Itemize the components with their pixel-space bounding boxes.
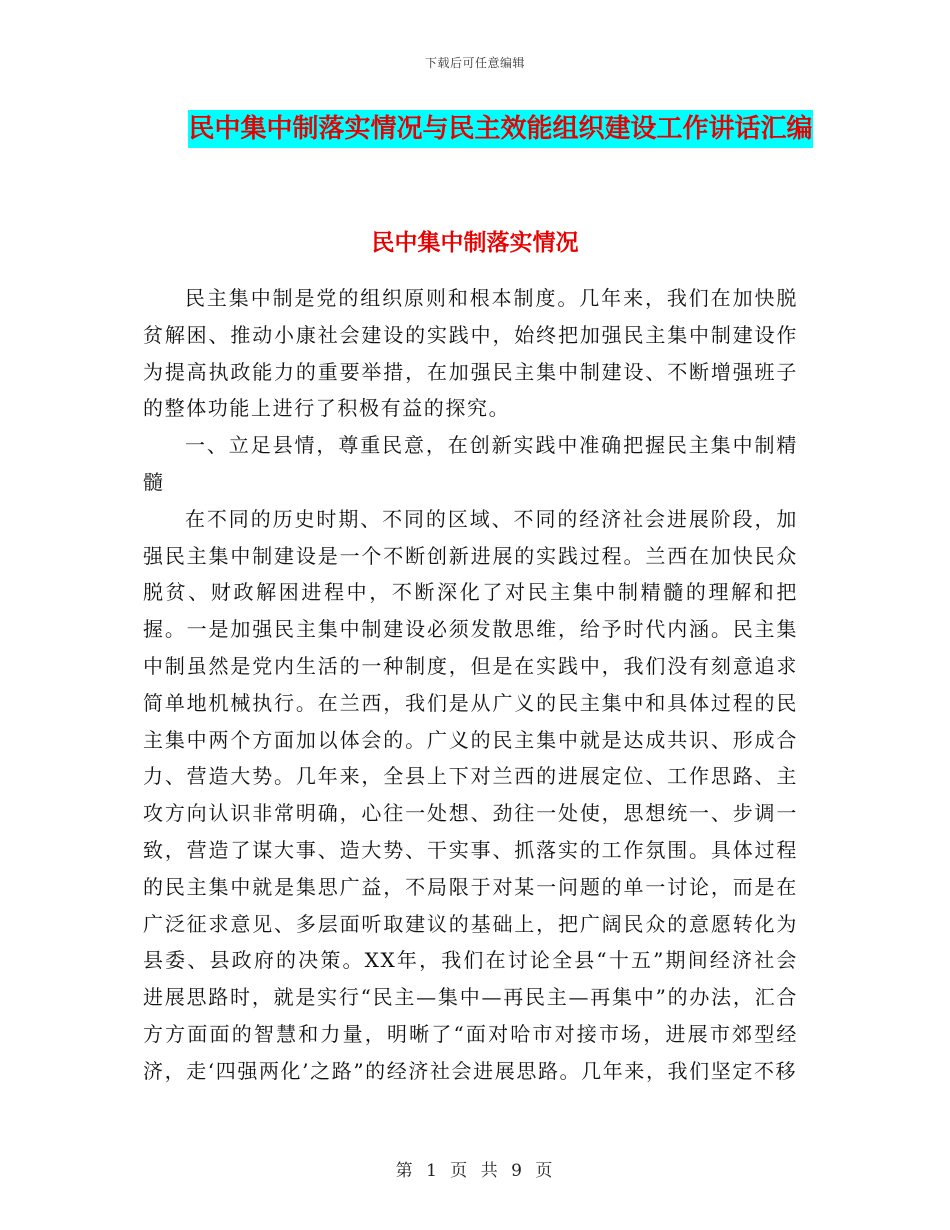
paragraph-heading-one: 一、立足县情，尊重民意，在创新实践中准确把握民主集中制精髓 — [143, 433, 798, 494]
page-number-footer: 第 1 页 共 9 页 — [395, 1161, 555, 1181]
document-title-text: 民中集中制落实情况与民主效能组织建设工作讲话汇编 — [188, 110, 812, 148]
document-title — [188, 104, 813, 154]
page-header-note: 下载后可任意编辑 — [424, 56, 525, 70]
document-body — [143, 280, 798, 1090]
paragraph-main: 在不同的历史时期、不同的区域、不同的经济社会进展阶段，加强民主集中制建设是一个不断创新进展的实践过程。兰西在加快民众脱贫、财政解困进程中，不断深化了对民主集中制精髓的理解和把握。一是加强民主集中制建设必须发散思维，给予时代内涵。民主集中制虽然是党内生活的一种制度，但是在实践中，我们没有刻意追求简单地机械执行。在兰西，我们是从广义的民主集中和具体过程的民主集中两个方面加以体会的。广义的民主集中就是达成共识、形成合力、营造大势。几年来，全县上下对兰西的进展定位、工作思路、主攻方向认识非常明确，心往一处想、劲往一处使，思想统一、步调一致，营造了谋大事、造大势、干实事、抓落实的工作氛围。具体过程的民主集中就是集思广益，不局限于对某一问题的单一讨论，而是在广泛征求意见、多层面听取建议的基础上，把广阔民众的意愿转化为县委、县政府的决策。XX年，我们在讨论全县“十五”期间经济社会进展思路时，就是实行“民主—集中—再民主—再集中”的办法，汇合方方面面的智慧和力量，明晰了“面对哈市对接市场，进展市郊型经济，走‘四强两化’之路”的经济社会进展思路。几年来，我们坚定不移 — [143, 506, 798, 1083]
paragraph-intro: 民主集中制是党的组织原则和根本制度。几年来，我们在加快脱贫解困、推动小康社会建设的实践中，始终把加强民主集中制建设作为提高执政能力的重要举措，在加强民主集中制建设、不断增强班子的整体功能上进行了积极有益的探究。 — [143, 286, 798, 421]
section-title: 民中集中制落实情况 — [371, 229, 579, 256]
